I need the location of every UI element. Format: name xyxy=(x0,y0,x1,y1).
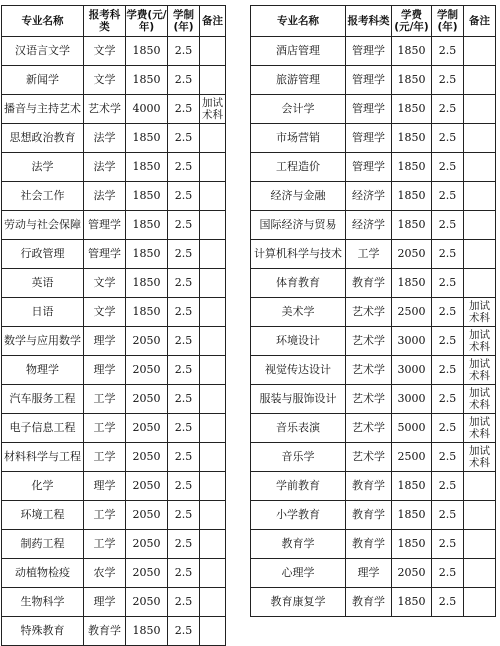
remarks-cell: 加试术科 xyxy=(464,356,496,385)
major-name-cell: 国际经济与贸易 xyxy=(251,211,346,240)
category-cell: 艺术学 xyxy=(346,443,392,472)
table-row xyxy=(2,559,226,588)
tuition-cell: 2050 xyxy=(392,240,432,269)
table-row xyxy=(251,559,496,588)
remarks-cell: 加试术科 xyxy=(464,414,496,443)
tuition-cell: 1850 xyxy=(392,588,432,617)
duration-cell: 2.5 xyxy=(432,414,464,443)
remarks-cell xyxy=(464,588,496,617)
table-row xyxy=(251,501,496,530)
remarks-cell xyxy=(464,559,496,588)
major-name-cell: 劳动与社会保障 xyxy=(2,211,84,240)
tuition-cell: 2050 xyxy=(126,501,168,530)
tuition-cell: 1850 xyxy=(392,472,432,501)
table-row xyxy=(251,269,496,298)
table-row xyxy=(2,211,226,240)
tuition-cell: 2050 xyxy=(126,530,168,559)
tuition-cell: 1850 xyxy=(392,501,432,530)
tuition-cell: 1850 xyxy=(126,617,168,646)
remarks-cell xyxy=(200,66,226,95)
remarks-cell xyxy=(464,95,496,124)
major-name-cell: 音乐表演 xyxy=(251,414,346,443)
major-name-cell: 物理学 xyxy=(2,356,84,385)
duration-cell: 2.5 xyxy=(168,443,200,472)
table-row xyxy=(251,327,496,356)
category-cell: 工学 xyxy=(84,501,126,530)
remarks-cell: 加试术科 xyxy=(464,385,496,414)
duration-cell: 2.5 xyxy=(432,356,464,385)
major-name-cell: 英语 xyxy=(2,269,84,298)
duration-cell: 2.5 xyxy=(168,588,200,617)
remarks-cell xyxy=(464,153,496,182)
table-row xyxy=(251,385,496,414)
category-cell: 艺术学 xyxy=(346,414,392,443)
category-cell: 法学 xyxy=(84,153,126,182)
category-cell: 工学 xyxy=(84,530,126,559)
tuition-cell: 1850 xyxy=(126,182,168,211)
duration-cell: 2.5 xyxy=(168,472,200,501)
major-name-cell: 环境设计 xyxy=(251,327,346,356)
header-category: 报考科类 xyxy=(84,6,126,37)
category-cell: 教育学 xyxy=(346,269,392,298)
tuition-cell: 1850 xyxy=(126,211,168,240)
tuition-cell: 2050 xyxy=(126,327,168,356)
remarks-cell xyxy=(200,385,226,414)
tuition-cell: 2500 xyxy=(392,443,432,472)
category-cell: 理学 xyxy=(84,356,126,385)
remarks-cell xyxy=(200,443,226,472)
tuition-cell: 1850 xyxy=(392,37,432,66)
tuition-cell: 2050 xyxy=(126,559,168,588)
majors-table-right xyxy=(250,5,496,617)
duration-cell: 2.5 xyxy=(432,124,464,153)
category-cell: 经济学 xyxy=(346,182,392,211)
major-name-cell: 日语 xyxy=(2,298,84,327)
tuition-cell: 1850 xyxy=(126,66,168,95)
category-cell: 理学 xyxy=(84,588,126,617)
duration-cell: 2.5 xyxy=(432,211,464,240)
remarks-cell xyxy=(200,211,226,240)
table-row xyxy=(251,298,496,327)
header-major-name: 专业名称 xyxy=(2,6,84,37)
table-row xyxy=(251,240,496,269)
duration-cell: 2.5 xyxy=(432,153,464,182)
table-row xyxy=(2,385,226,414)
tuition-cell: 1850 xyxy=(126,153,168,182)
remarks-cell xyxy=(200,617,226,646)
remarks-cell xyxy=(464,530,496,559)
remarks-cell xyxy=(200,240,226,269)
tuition-cell: 2050 xyxy=(392,559,432,588)
table-row xyxy=(2,124,226,153)
tuition-cell: 1850 xyxy=(392,95,432,124)
duration-cell: 2.5 xyxy=(432,385,464,414)
category-cell: 工学 xyxy=(84,414,126,443)
category-cell: 管理学 xyxy=(346,95,392,124)
major-name-cell: 化学 xyxy=(2,472,84,501)
category-cell: 工学 xyxy=(84,443,126,472)
table-row xyxy=(2,66,226,95)
table-row xyxy=(2,530,226,559)
category-cell: 管理学 xyxy=(346,37,392,66)
majors-table-left xyxy=(1,5,226,646)
major-name-cell: 电子信息工程 xyxy=(2,414,84,443)
category-cell: 经济学 xyxy=(346,211,392,240)
major-name-cell: 旅游管理 xyxy=(251,66,346,95)
header-row xyxy=(2,6,226,37)
major-name-cell: 播音与主持艺术 xyxy=(2,95,84,124)
major-name-cell: 法学 xyxy=(2,153,84,182)
tuition-cell: 1850 xyxy=(392,182,432,211)
category-cell: 艺术学 xyxy=(346,327,392,356)
category-cell: 文学 xyxy=(84,298,126,327)
category-cell: 工学 xyxy=(346,240,392,269)
category-cell: 艺术学 xyxy=(346,356,392,385)
duration-cell: 2.5 xyxy=(432,588,464,617)
header-duration: 学制(年) xyxy=(168,6,200,37)
category-cell: 文学 xyxy=(84,66,126,95)
category-cell: 艺术学 xyxy=(346,298,392,327)
remarks-cell xyxy=(200,588,226,617)
table-row xyxy=(2,240,226,269)
major-name-cell: 汽车服务工程 xyxy=(2,385,84,414)
duration-cell: 2.5 xyxy=(432,95,464,124)
duration-cell: 2.5 xyxy=(168,153,200,182)
category-cell: 文学 xyxy=(84,269,126,298)
duration-cell: 2.5 xyxy=(168,298,200,327)
tuition-cell: 2050 xyxy=(126,414,168,443)
major-name-cell: 体育教育 xyxy=(251,269,346,298)
tuition-cell: 1850 xyxy=(392,211,432,240)
category-cell: 理学 xyxy=(346,559,392,588)
major-name-cell: 心理学 xyxy=(251,559,346,588)
table-row xyxy=(2,501,226,530)
remarks-cell xyxy=(200,269,226,298)
tuition-cell: 1850 xyxy=(126,269,168,298)
major-name-cell: 行政管理 xyxy=(2,240,84,269)
major-name-cell: 社会工作 xyxy=(2,182,84,211)
remarks-cell xyxy=(200,414,226,443)
major-name-cell: 酒店管理 xyxy=(251,37,346,66)
table-row xyxy=(251,588,496,617)
remarks-cell xyxy=(464,472,496,501)
tuition-cell: 3000 xyxy=(392,327,432,356)
remarks-cell xyxy=(464,182,496,211)
major-name-cell: 工程造价 xyxy=(251,153,346,182)
category-cell: 教育学 xyxy=(84,617,126,646)
header-duration: 学制(年) xyxy=(432,6,464,37)
tuition-cell: 2050 xyxy=(126,356,168,385)
major-name-cell: 服装与服饰设计 xyxy=(251,385,346,414)
category-cell: 管理学 xyxy=(346,66,392,95)
remarks-cell xyxy=(464,66,496,95)
header-tuition: 学费(元/年) xyxy=(126,6,168,37)
remarks-cell xyxy=(200,501,226,530)
table-row xyxy=(2,182,226,211)
table-row xyxy=(251,95,496,124)
header-remarks: 备注 xyxy=(464,6,496,37)
category-cell: 管理学 xyxy=(84,211,126,240)
category-cell: 艺术学 xyxy=(346,385,392,414)
major-name-cell: 思想政治教育 xyxy=(2,124,84,153)
remarks-cell: 加试术科 xyxy=(464,298,496,327)
category-cell: 法学 xyxy=(84,124,126,153)
tuition-cell: 2050 xyxy=(126,588,168,617)
category-cell: 教育学 xyxy=(346,530,392,559)
table-row xyxy=(2,269,226,298)
tuition-cell: 4000 xyxy=(126,95,168,124)
table-row xyxy=(251,182,496,211)
tuition-cell: 3000 xyxy=(392,385,432,414)
duration-cell: 2.5 xyxy=(432,472,464,501)
duration-cell: 2.5 xyxy=(432,240,464,269)
duration-cell: 2.5 xyxy=(432,501,464,530)
remarks-cell xyxy=(464,501,496,530)
duration-cell: 2.5 xyxy=(432,66,464,95)
tuition-cell: 1850 xyxy=(392,269,432,298)
header-tuition: 学费(元/年) xyxy=(392,6,432,37)
duration-cell: 2.5 xyxy=(168,385,200,414)
tuition-cell: 2500 xyxy=(392,298,432,327)
major-name-cell: 音乐学 xyxy=(251,443,346,472)
duration-cell: 2.5 xyxy=(168,37,200,66)
table-row xyxy=(2,356,226,385)
tuition-cell: 1850 xyxy=(392,66,432,95)
category-cell: 工学 xyxy=(84,385,126,414)
tuition-cell: 3000 xyxy=(392,356,432,385)
category-cell: 教育学 xyxy=(346,472,392,501)
duration-cell: 2.5 xyxy=(168,501,200,530)
duration-cell: 2.5 xyxy=(168,211,200,240)
major-name-cell: 数学与应用数学 xyxy=(2,327,84,356)
major-name-cell: 美术学 xyxy=(251,298,346,327)
duration-cell: 2.5 xyxy=(432,530,464,559)
remarks-cell xyxy=(200,37,226,66)
major-name-cell: 市场营销 xyxy=(251,124,346,153)
duration-cell: 2.5 xyxy=(168,240,200,269)
duration-cell: 2.5 xyxy=(432,443,464,472)
remarks-cell xyxy=(464,269,496,298)
major-name-cell: 制药工程 xyxy=(2,530,84,559)
duration-cell: 2.5 xyxy=(168,124,200,153)
tuition-cell: 2050 xyxy=(126,472,168,501)
category-cell: 教育学 xyxy=(346,501,392,530)
table-row xyxy=(2,327,226,356)
duration-cell: 2.5 xyxy=(168,66,200,95)
duration-cell: 2.5 xyxy=(168,95,200,124)
duration-cell: 2.5 xyxy=(168,182,200,211)
table-row xyxy=(251,66,496,95)
major-name-cell: 材料科学与工程 xyxy=(2,443,84,472)
tuition-cell: 2050 xyxy=(126,385,168,414)
duration-cell: 2.5 xyxy=(432,327,464,356)
duration-cell: 2.5 xyxy=(432,269,464,298)
tuition-cell: 1850 xyxy=(126,37,168,66)
category-cell: 理学 xyxy=(84,472,126,501)
major-name-cell: 生物科学 xyxy=(2,588,84,617)
tuition-cell: 1850 xyxy=(126,298,168,327)
table-row xyxy=(2,443,226,472)
remarks-cell xyxy=(464,37,496,66)
duration-cell: 2.5 xyxy=(168,269,200,298)
tuition-cell: 1850 xyxy=(126,240,168,269)
table-row xyxy=(251,356,496,385)
remarks-cell xyxy=(200,182,226,211)
major-name-cell: 教育康复学 xyxy=(251,588,346,617)
table-row xyxy=(251,211,496,240)
major-name-cell: 汉语言文学 xyxy=(2,37,84,66)
remarks-cell: 加试术科 xyxy=(464,327,496,356)
major-name-cell: 特殊教育 xyxy=(2,617,84,646)
category-cell: 法学 xyxy=(84,182,126,211)
table-row xyxy=(251,530,496,559)
duration-cell: 2.5 xyxy=(168,327,200,356)
duration-cell: 2.5 xyxy=(432,182,464,211)
tuition-cell: 1850 xyxy=(392,124,432,153)
category-cell: 管理学 xyxy=(346,153,392,182)
header-remarks: 备注 xyxy=(200,6,226,37)
remarks-cell xyxy=(200,153,226,182)
tuition-cell: 1850 xyxy=(126,124,168,153)
remarks-cell: 加试术科 xyxy=(200,95,226,124)
remarks-cell xyxy=(200,298,226,327)
category-cell: 管理学 xyxy=(84,240,126,269)
major-name-cell: 经济与金融 xyxy=(251,182,346,211)
tuition-cell: 2050 xyxy=(126,443,168,472)
major-name-cell: 小学教育 xyxy=(251,501,346,530)
table-row xyxy=(2,37,226,66)
remarks-cell xyxy=(200,356,226,385)
remarks-cell xyxy=(464,240,496,269)
table-row xyxy=(251,443,496,472)
tuition-cell: 1850 xyxy=(392,153,432,182)
duration-cell: 2.5 xyxy=(168,356,200,385)
duration-cell: 2.5 xyxy=(168,617,200,646)
category-cell: 管理学 xyxy=(346,124,392,153)
table-row xyxy=(251,37,496,66)
header-major-name: 专业名称 xyxy=(251,6,346,37)
major-name-cell: 视觉传达设计 xyxy=(251,356,346,385)
tuition-cell: 1850 xyxy=(392,530,432,559)
major-name-cell: 新闻学 xyxy=(2,66,84,95)
table-row xyxy=(2,588,226,617)
header-row xyxy=(251,6,496,37)
major-name-cell: 学前教育 xyxy=(251,472,346,501)
major-name-cell: 计算机科学与技术 xyxy=(251,240,346,269)
duration-cell: 2.5 xyxy=(432,559,464,588)
category-cell: 艺术学 xyxy=(84,95,126,124)
remarks-cell xyxy=(200,530,226,559)
remarks-cell xyxy=(464,211,496,240)
table-row xyxy=(251,124,496,153)
table-row xyxy=(251,153,496,182)
tuition-cell: 5000 xyxy=(392,414,432,443)
major-name-cell: 环境工程 xyxy=(2,501,84,530)
table-row xyxy=(251,414,496,443)
category-cell: 教育学 xyxy=(346,588,392,617)
table-row xyxy=(2,153,226,182)
duration-cell: 2.5 xyxy=(168,559,200,588)
major-name-cell: 动植物检疫 xyxy=(2,559,84,588)
remarks-cell xyxy=(200,327,226,356)
duration-cell: 2.5 xyxy=(168,530,200,559)
remarks-cell xyxy=(464,124,496,153)
duration-cell: 2.5 xyxy=(432,298,464,327)
table-row xyxy=(2,414,226,443)
table-row xyxy=(251,472,496,501)
category-cell: 文学 xyxy=(84,37,126,66)
remarks-cell xyxy=(200,124,226,153)
table-row xyxy=(2,472,226,501)
category-cell: 理学 xyxy=(84,327,126,356)
remarks-cell xyxy=(200,559,226,588)
category-cell: 农学 xyxy=(84,559,126,588)
duration-cell: 2.5 xyxy=(432,37,464,66)
table-row xyxy=(2,95,226,124)
remarks-cell: 加试术科 xyxy=(464,443,496,472)
table-row xyxy=(2,298,226,327)
remarks-cell xyxy=(200,472,226,501)
major-name-cell: 教育学 xyxy=(251,530,346,559)
major-name-cell: 会计学 xyxy=(251,95,346,124)
table-row xyxy=(2,617,226,646)
header-category: 报考科类 xyxy=(346,6,392,37)
duration-cell: 2.5 xyxy=(168,414,200,443)
